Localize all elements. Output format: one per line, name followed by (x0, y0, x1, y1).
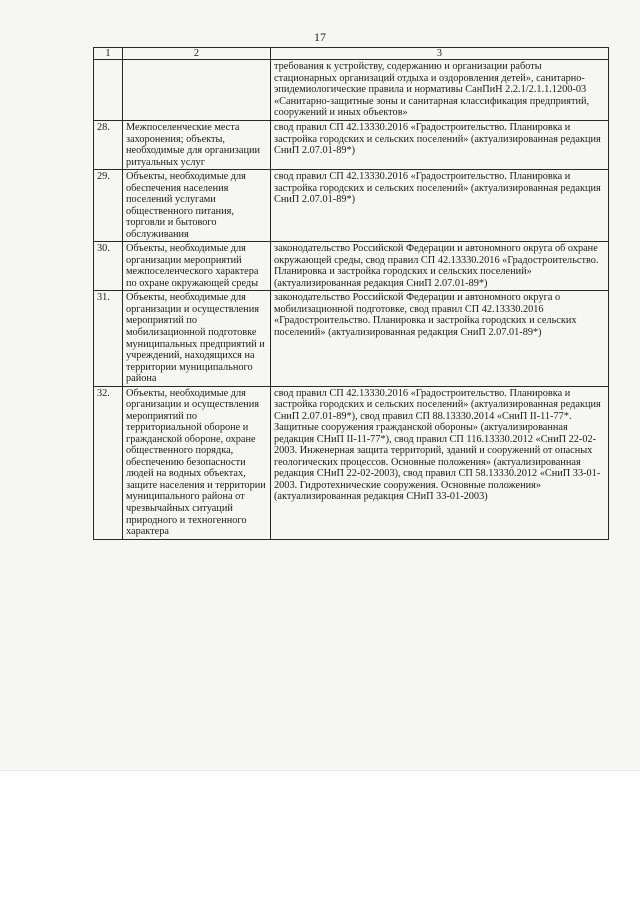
requirements-cell: законодательство Российской Федерации и автономного округа о мобилизационной подготовке, свод правил СП 42.13330.2016 «Градостроительство. Планировка и застройка городских и сельских поселений» (актуализированная редакция СниП 2.07.01-89*) (271, 291, 609, 386)
object-cell: Межпоселенческие места захоронения; объекты, необходимые для организации ритуальных услуг (123, 120, 271, 169)
requirements-cell: свод правил СП 42.13330.2016 «Градостроительство. Планировка и застройка городских и сельских поселений» (актуализированная редакция СниП 2.07.01-89*) (271, 170, 609, 242)
requirements-cell: требования к устройству, содержанию и организации работы стационарных организаций отдыха и оздоровления детей», санитарно-эпидемиологические правила и нормативы СанПиН 2.2.1/2.1.1.1200-03 «Санитарно-защитные зоны и санитарная классификация предприятий, сооружений и иных объектов» (271, 60, 609, 121)
column-header-1: 1 (94, 48, 123, 60)
requirements-cell: свод правил СП 42.13330.2016 «Градостроительство. Планировка и застройка городских и сельских поселений» (актуализированная редакция СниП 2.07.01-89*), свод правил СП 88.13330.2014 «СниП II-11-77*. Защитные сооружения гражданской обороны» (актуализированная редакция СНиП II-11-77*), свод правил СП 116.13330.2012 «СниП 22-02-2003. Инженерная защита территорий, зданий и сооружений от опасных геологических процессов. Основные положения» (актуализированная редакция СНиП 22-02-2003), свод правил СП 58.13330.2012 «СниП 33-01-2003. Гидротехнические сооружения. Основные положения» (актуализированная редакция СНиП 33-01-2003) (271, 386, 609, 539)
object-cell: Объекты, необходимые для организации и осуществления мероприятий по мобилизационной подготовке муниципальных предприятий и учреждений, находящихся на территории муниципального района (123, 291, 271, 386)
table-row (94, 170, 609, 242)
row-number (94, 60, 123, 121)
requirements-cell: свод правил СП 42.13330.2016 «Градостроительство. Планировка и застройка городских и сельских поселений» (актуализированная редакция СниП 2.07.01-89*) (271, 120, 609, 169)
column-header-3: 3 (271, 48, 609, 60)
table-row (94, 386, 609, 539)
table-row (94, 120, 609, 169)
column-header-2: 2 (123, 48, 271, 60)
table-row (94, 291, 609, 386)
object-cell: Объекты, необходимые для организации мероприятий межпоселенческого характера по охране окружающей среды (123, 242, 271, 291)
row-number: 32. (94, 386, 123, 539)
requirements-cell: законодательство Российской Федерации и автономного округа об охране окружающей среды, свод правил СП 42.13330.2016 «Градостроительство. Планировка и застройка городских и сельских поселений» (актуализированная редакция СниП 2.07.01-89*) (271, 242, 609, 291)
object-cell (123, 60, 271, 121)
row-number: 30. (94, 242, 123, 291)
regulations-table (93, 47, 609, 540)
row-number: 28. (94, 120, 123, 169)
table-header-row (94, 48, 609, 60)
row-number: 29. (94, 170, 123, 242)
table-row (94, 242, 609, 291)
table-row (94, 60, 609, 121)
row-number: 31. (94, 291, 123, 386)
page-number: 17 (314, 30, 326, 44)
object-cell: Объекты, необходимые для организации и осуществления мероприятий по территориальной обороне и гражданской обороне, охране общественного порядка, обеспечению безопасности людей на водных объектах, защите населения и территории муниципального района от чрезвычайных ситуаций природного и техногенного характера (123, 386, 271, 539)
object-cell: Объекты, необходимые для обеспечения населения поселений услугами общественного питания, торговли и бытового обслуживания (123, 170, 271, 242)
